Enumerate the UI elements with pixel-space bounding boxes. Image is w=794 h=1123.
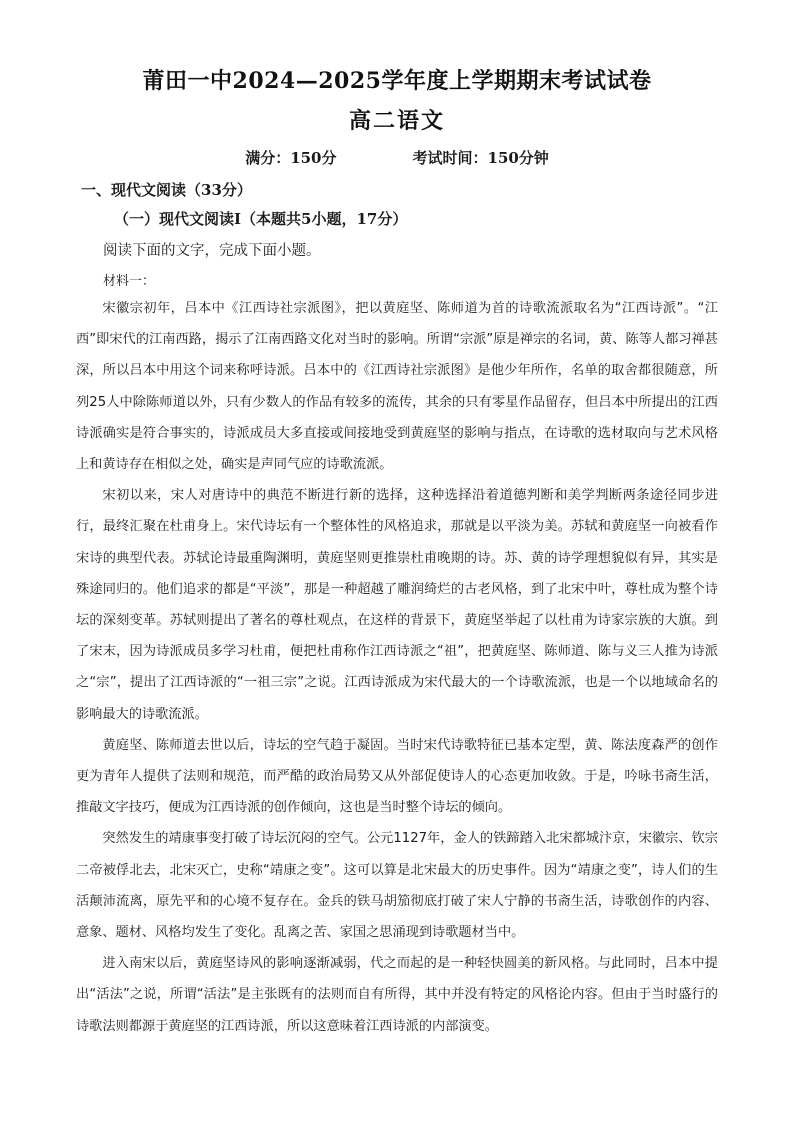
- exam-subject: 高二语文: [348, 108, 445, 134]
- passage-paragraph-3: 黄庭坚、陈师道去世以后，诗坛的空气趋于凝固。当时宋代诗歌特征已基本定型，黄、陈法度森严的创作更为青年人提供了法则和规范，而严酷的政治局势又从外部促使诗人的心态更加收敛。于是，吟咏书斋生活，推敲文字技巧，便成为江西诗派的创作倾向，这也是当时整个诗坛的倾向。: [76, 737, 718, 816]
- exam-title: 莆田一中2024—2025学年度上学期期末考试试卷: [142, 68, 652, 94]
- subsection-heading: （一）现代文阅读Ⅰ（本题共5小题，17分）: [114, 210, 408, 228]
- exam-time-label: 考试时间：150分钟: [412, 149, 549, 167]
- full-score-label: 满分：150分: [245, 149, 337, 167]
- passage-paragraph-5: 进入南宋以后，黄庭坚诗风的影响逐渐减弱，代之而起的是一种轻快圆美的新风格。与此同时，吕本中提出“活法”之说，所谓“活法”是主张既有的法则而自有所得，其中并没有特定的风格论内容。但由于当时盛行的诗歌法则都源于黄庭坚的江西诗派，所以这意味着江西诗派的内部演变。: [76, 956, 718, 1034]
- section-heading: 一、现代文阅读（33分）: [81, 181, 252, 199]
- passage-paragraph-2: 宋初以来，宋人对唐诗中的典范不断进行新的选择，这种选择沿着道德判断和美学判断两条途径同步进行，最终汇聚在杜甫身上。宋代诗坛有一个整体性的风格追求，那就是以平淡为美。苏轼和黄庭坚一向被看作宋诗的典型代表。苏轼论诗最重陶渊明，黄庭坚则更推崇杜甫晚期的诗。苏、黄的诗学理想貌似有异，其实是殊途同归的。他们追求的都是“平淡”，那是一种超越了雕润绮烂的古老风格，到了北宋中叶，尊杜成为整个诗坛的深刻变革。苏轼则提出了著名的尊杜观点，在这样的背景下，黄庭坚举起了以杜甫为诗家宗族的大旗。到了宋末，因为诗派成员多学习杜甫，便把杜甫称作江西诗派之“祖”，把黄庭坚、陈师道、陈与义三人推为诗派之“宗”，提出了江西诗派的“一祖三宗”之说。江西诗派成为宋代最大的一个诗歌流派，也是一个以地域命名的影响最大的诗歌流派。: [76, 488, 718, 722]
- passage-paragraph-1: 宋徽宗初年，吕本中《江西诗社宗派图》，把以黄庭坚、陈师道为首的诗歌流派取名为“江西诗派”。“江西”即宋代的江南西路，揭示了江南西路文化对当时的影响。所谓“宗派”原是禅宗的名词，黄、陈等人都习禅甚深，所以吕本中用这个词来称呼诗派。吕本中的《江西诗社宗派图》是他少年所作，名单的取舍都很随意，所列25人中除陈师道以外，只有少数人的作品有较多的流传，其余的只有零星作品留存，但吕本中所提出的江西诗派确实是符合事实的，诗派成员大多直接或间接地受到黄庭坚的影响与指点，在诗歌的选材取向与艺术风格上和黄诗存在相似之处，确实是声同气应的诗歌流派。: [76, 301, 718, 473]
- passage-paragraph-4: 突然发生的靖康事变打破了诗坛沉闷的空气。公元1127年，金人的铁蹄踏入北宋都城汴京，宋徽宗、钦宗二帝被俘北去，北宋灭亡，史称“靖康之变”。这可以算是北宋最大的历史事件。因为“靖康之变”，诗人们的生活颠沛流离，原先平和的心境不复存在。金兵的铁马胡笳彻底打破了宋人宁静的书斋生活，诗歌创作的内容、意象、题材、风格均发生了变化。乱离之苦、家国之思涌现到诗歌题材当中。: [76, 831, 718, 941]
- material-label: 材料一：: [103, 274, 156, 289]
- passage-body: [76, 293, 718, 1042]
- reading-instruction: 阅读下面的文字，完成下面小题。: [103, 243, 321, 259]
- exam-meta: [0, 147, 794, 168]
